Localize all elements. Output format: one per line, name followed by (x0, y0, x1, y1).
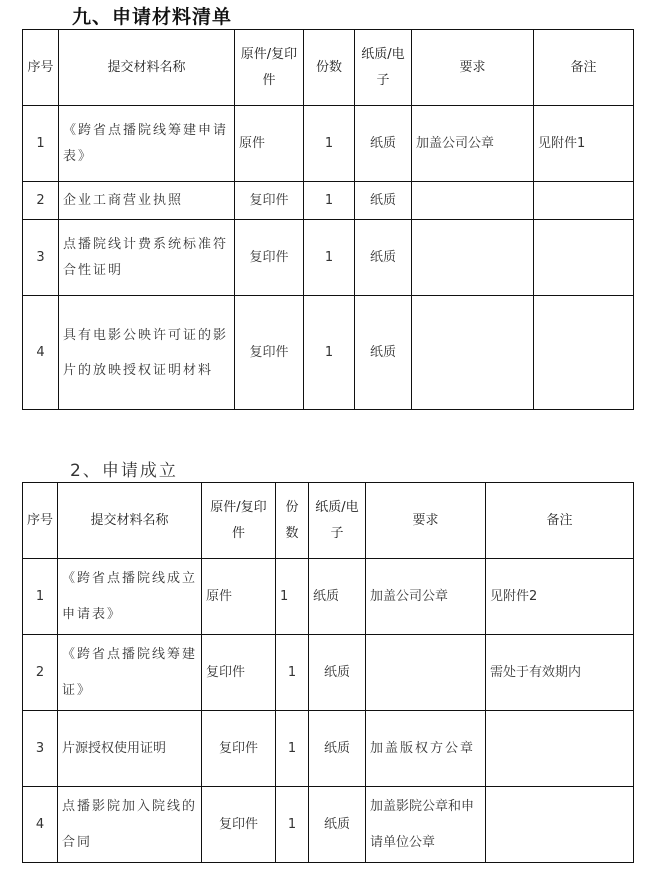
section2-title: 2、申请成立 (70, 461, 178, 481)
row-req (412, 182, 534, 220)
row-count: 1 (304, 106, 355, 182)
header-orig: 原件/复印件 (202, 483, 276, 559)
header-req: 要求 (412, 30, 534, 106)
section1-table (22, 29, 634, 410)
header-orig: 原件/复印件 (235, 30, 304, 106)
header-count: 份数 (276, 483, 309, 559)
row-count: 1 (304, 220, 355, 296)
header-name: 提交材料名称 (58, 483, 202, 559)
row-media: 纸质 (309, 711, 366, 787)
header-media: 纸质/电子 (355, 30, 412, 106)
row-no: 3 (23, 711, 58, 787)
row-name: 片源授权使用证明 (58, 711, 202, 787)
row-no: 4 (23, 787, 58, 863)
row-orig: 原件 (235, 106, 304, 182)
row-orig: 复印件 (202, 787, 276, 863)
row-name: 点播院线计费系统标准符合性证明 (59, 220, 235, 296)
row-note: 需处于有效期内 (486, 635, 634, 711)
row-no: 2 (23, 635, 58, 711)
table-row (23, 787, 634, 863)
row-media: 纸质 (355, 182, 412, 220)
table-row (23, 182, 634, 220)
row-media: 纸质 (355, 106, 412, 182)
header-no: 序号 (23, 483, 58, 559)
row-name: 《跨省点播院线筹建申请表》 (59, 106, 235, 182)
row-name: 点播影院加入院线的合同 (58, 787, 202, 863)
row-req (412, 220, 534, 296)
row-note (534, 296, 634, 410)
table-row (23, 220, 634, 296)
table-row (23, 559, 634, 635)
row-media: 纸质 (309, 787, 366, 863)
row-req: 加盖版权方公章 (366, 711, 486, 787)
section1-title: 九、申请材料清单 (72, 6, 233, 28)
table-header-row (23, 483, 634, 559)
row-count: 1 (304, 296, 355, 410)
row-media: 纸质 (355, 296, 412, 410)
row-count: 1 (276, 635, 309, 711)
row-no: 2 (23, 182, 59, 220)
row-count: 1 (276, 559, 309, 635)
header-count: 份数 (304, 30, 355, 106)
header-req: 要求 (366, 483, 486, 559)
row-name: 具有电影公映许可证的影片的放映授权证明材料 (59, 296, 235, 410)
row-orig: 复印件 (235, 220, 304, 296)
row-note (486, 787, 634, 863)
row-note (534, 182, 634, 220)
table-row (23, 635, 634, 711)
header-note: 备注 (486, 483, 634, 559)
row-no: 3 (23, 220, 59, 296)
row-req (412, 296, 534, 410)
section2-table (22, 482, 634, 863)
row-note: 见附件2 (486, 559, 634, 635)
row-count: 1 (304, 182, 355, 220)
row-req: 加盖影院公章和申请单位公章 (366, 787, 486, 863)
row-req (366, 635, 486, 711)
row-count: 1 (276, 787, 309, 863)
table-row (23, 711, 634, 787)
row-no: 4 (23, 296, 59, 410)
table-row (23, 296, 634, 410)
header-media: 纸质/电子 (309, 483, 366, 559)
row-no: 1 (23, 106, 59, 182)
row-req: 加盖公司公章 (366, 559, 486, 635)
header-note: 备注 (534, 30, 634, 106)
header-no: 序号 (23, 30, 59, 106)
row-orig: 复印件 (202, 635, 276, 711)
row-name: 《跨省点播院线成立申请表》 (58, 559, 202, 635)
row-note (534, 220, 634, 296)
row-name: 《跨省点播院线筹建证》 (58, 635, 202, 711)
row-req: 加盖公司公章 (412, 106, 534, 182)
row-note: 见附件1 (534, 106, 634, 182)
row-orig: 复印件 (235, 296, 304, 410)
row-note (486, 711, 634, 787)
table-row (23, 106, 634, 182)
row-name: 企业工商营业执照 (59, 182, 235, 220)
row-media: 纸质 (309, 635, 366, 711)
row-orig: 复印件 (202, 711, 276, 787)
row-media: 纸质 (355, 220, 412, 296)
table-header-row (23, 30, 634, 106)
row-media: 纸质 (309, 559, 366, 635)
row-orig: 原件 (202, 559, 276, 635)
row-orig: 复印件 (235, 182, 304, 220)
header-name: 提交材料名称 (59, 30, 235, 106)
row-count: 1 (276, 711, 309, 787)
row-no: 1 (23, 559, 58, 635)
